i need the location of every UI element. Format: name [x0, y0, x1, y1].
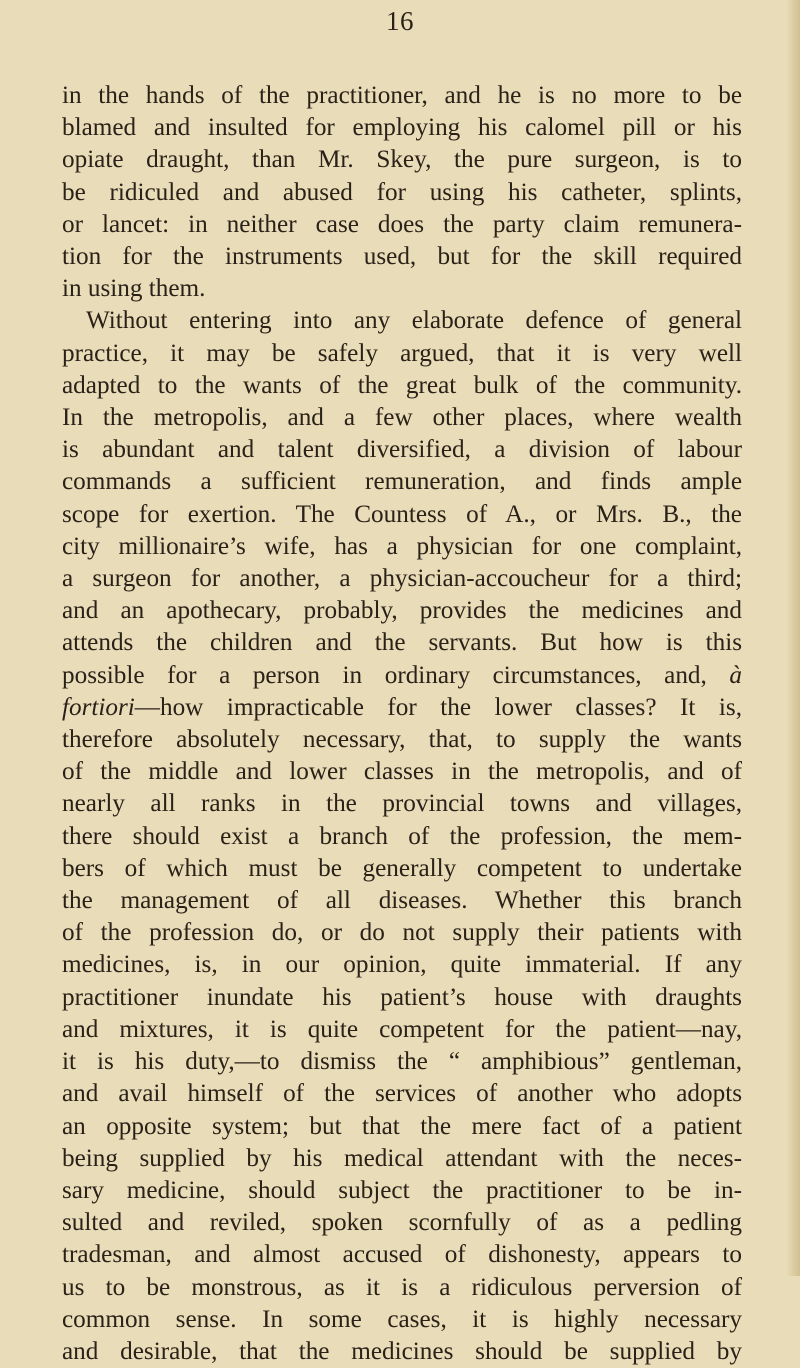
line-text: and desirable, that the medicines should be supplied by	[62, 1337, 742, 1365]
text-line	[62, 660, 742, 692]
line-text: us to be monstrous, as it is a ridiculous perversion of	[62, 1273, 742, 1301]
text-line	[62, 595, 742, 627]
line-text: medicines, is, in our opinion, quite immaterial. If any	[62, 951, 742, 979]
text-line	[62, 370, 742, 402]
line-text: be ridiculed and abused for using his catheter, splints,	[62, 178, 742, 206]
line-text: blamed and insulted for employing his calomel pill or his	[62, 114, 742, 142]
line-text: tion for the instruments used, but for the skill required	[62, 243, 742, 271]
text-line	[62, 821, 742, 853]
line-text: bers of which must be generally competent to undertake	[62, 854, 742, 882]
line-text: adapted to the wants of the great bulk of the community.	[62, 371, 742, 399]
line-text: sulted and reviled, spoken scornfully of as a pedling	[62, 1209, 742, 1237]
line-text: opiate draught, than Mr. Skey, the pure surgeon, is to	[62, 146, 742, 174]
line-text: —how impracticable for the lower classes? It is,	[134, 693, 742, 721]
line-text: in using them.	[62, 275, 206, 303]
line-text: of the profession do, or do not supply their patients with	[62, 919, 742, 947]
line-text: or lancet: in neither case does the party claim remunera-	[62, 210, 742, 238]
line-text: attends the children and the servants. But how is this	[62, 629, 742, 657]
line-text: in the hands of the practitioner, and he is no more to be	[62, 82, 742, 109]
line-text: an opposite system; but that the mere fact of a patient	[62, 1112, 742, 1140]
line-text: tradesman, and almost accused of dishonesty, appears to	[62, 1241, 742, 1269]
line-text: is abundant and talent diversified, a division of labour	[62, 436, 742, 464]
line-text: there should exist a branch of the profession, the mem-	[62, 822, 742, 850]
text-line	[62, 434, 742, 466]
text-line	[62, 788, 742, 820]
text-line	[62, 1143, 742, 1175]
text-line	[62, 885, 742, 917]
italic-text: à	[729, 661, 742, 689]
text-line	[62, 531, 742, 563]
line-text: scope for exertion. The Countess of A., or Mrs. B., the	[62, 500, 742, 528]
text-line	[62, 177, 742, 209]
text-line	[62, 949, 742, 981]
line-text: common sense. In some cases, it is highly necessary	[62, 1305, 742, 1333]
text-line	[62, 724, 742, 756]
page-edge-shadow	[786, 0, 800, 1276]
text-line	[62, 273, 742, 305]
text-line	[62, 209, 742, 241]
line-text: a surgeon for another, a physician-accoucheur for a third;	[62, 565, 742, 593]
text-line	[62, 402, 742, 434]
text-line	[62, 1304, 742, 1336]
line-text: Without entering into any elaborate defence of general	[86, 307, 742, 335]
line-text: being supplied by his medical attendant with the neces-	[62, 1144, 742, 1172]
line-text: therefore absolutely necessary, that, to supply the wants	[62, 726, 742, 754]
line-text: possible for a person in ordinary circumstances, and,	[62, 661, 707, 689]
text-line	[62, 305, 742, 337]
text-line	[62, 1336, 742, 1368]
line-text: and mixtures, it is quite competent for the patient—nay,	[62, 1015, 742, 1043]
text-line	[62, 756, 742, 788]
line-text: of the middle and lower classes in the metropolis, and of	[62, 758, 742, 786]
text-line	[62, 853, 742, 885]
text-line	[62, 982, 742, 1014]
text-line	[62, 1111, 742, 1143]
text-line	[62, 563, 742, 595]
text-line	[62, 241, 742, 273]
text-line	[62, 917, 742, 949]
line-text: and avail himself of the services of another who adopts	[62, 1080, 742, 1108]
text-line	[62, 692, 742, 724]
body-text	[62, 80, 742, 1368]
text-line	[62, 1014, 742, 1046]
text-line	[62, 338, 742, 370]
text-line	[62, 1239, 742, 1271]
text-line	[62, 1272, 742, 1304]
line-text: it is his duty,—to dismiss the “ amphibious” gentleman,	[62, 1048, 742, 1076]
text-line	[62, 1207, 742, 1239]
page-number: 16	[386, 6, 414, 36]
text-line	[62, 1046, 742, 1078]
text-line	[62, 1078, 742, 1110]
line-text: sary medicine, should subject the practitioner to be in-	[62, 1176, 742, 1204]
text-line	[62, 499, 742, 531]
line-text: practice, it may be safely argued, that it is very well	[62, 339, 742, 367]
line-text: and an apothecary, probably, provides the medicines and	[62, 597, 742, 625]
text-line	[62, 466, 742, 498]
text-line	[62, 1175, 742, 1207]
line-text: In the metropolis, and a few other places, where wealth	[62, 404, 742, 432]
line-text: the management of all diseases. Whether this branch	[62, 887, 742, 915]
text-line	[62, 627, 742, 659]
line-text: nearly all ranks in the provincial towns and villages,	[62, 790, 742, 818]
text-line	[62, 80, 742, 112]
italic-text: fortiori	[62, 693, 135, 721]
line-text: practitioner inundate his patient’s house with draughts	[62, 983, 742, 1011]
text-line	[62, 112, 742, 144]
line-text: city millionaire’s wife, has a physician for one complaint,	[62, 532, 742, 560]
text-line	[62, 144, 742, 176]
line-text: commands a sufficient remuneration, and finds ample	[62, 468, 742, 496]
